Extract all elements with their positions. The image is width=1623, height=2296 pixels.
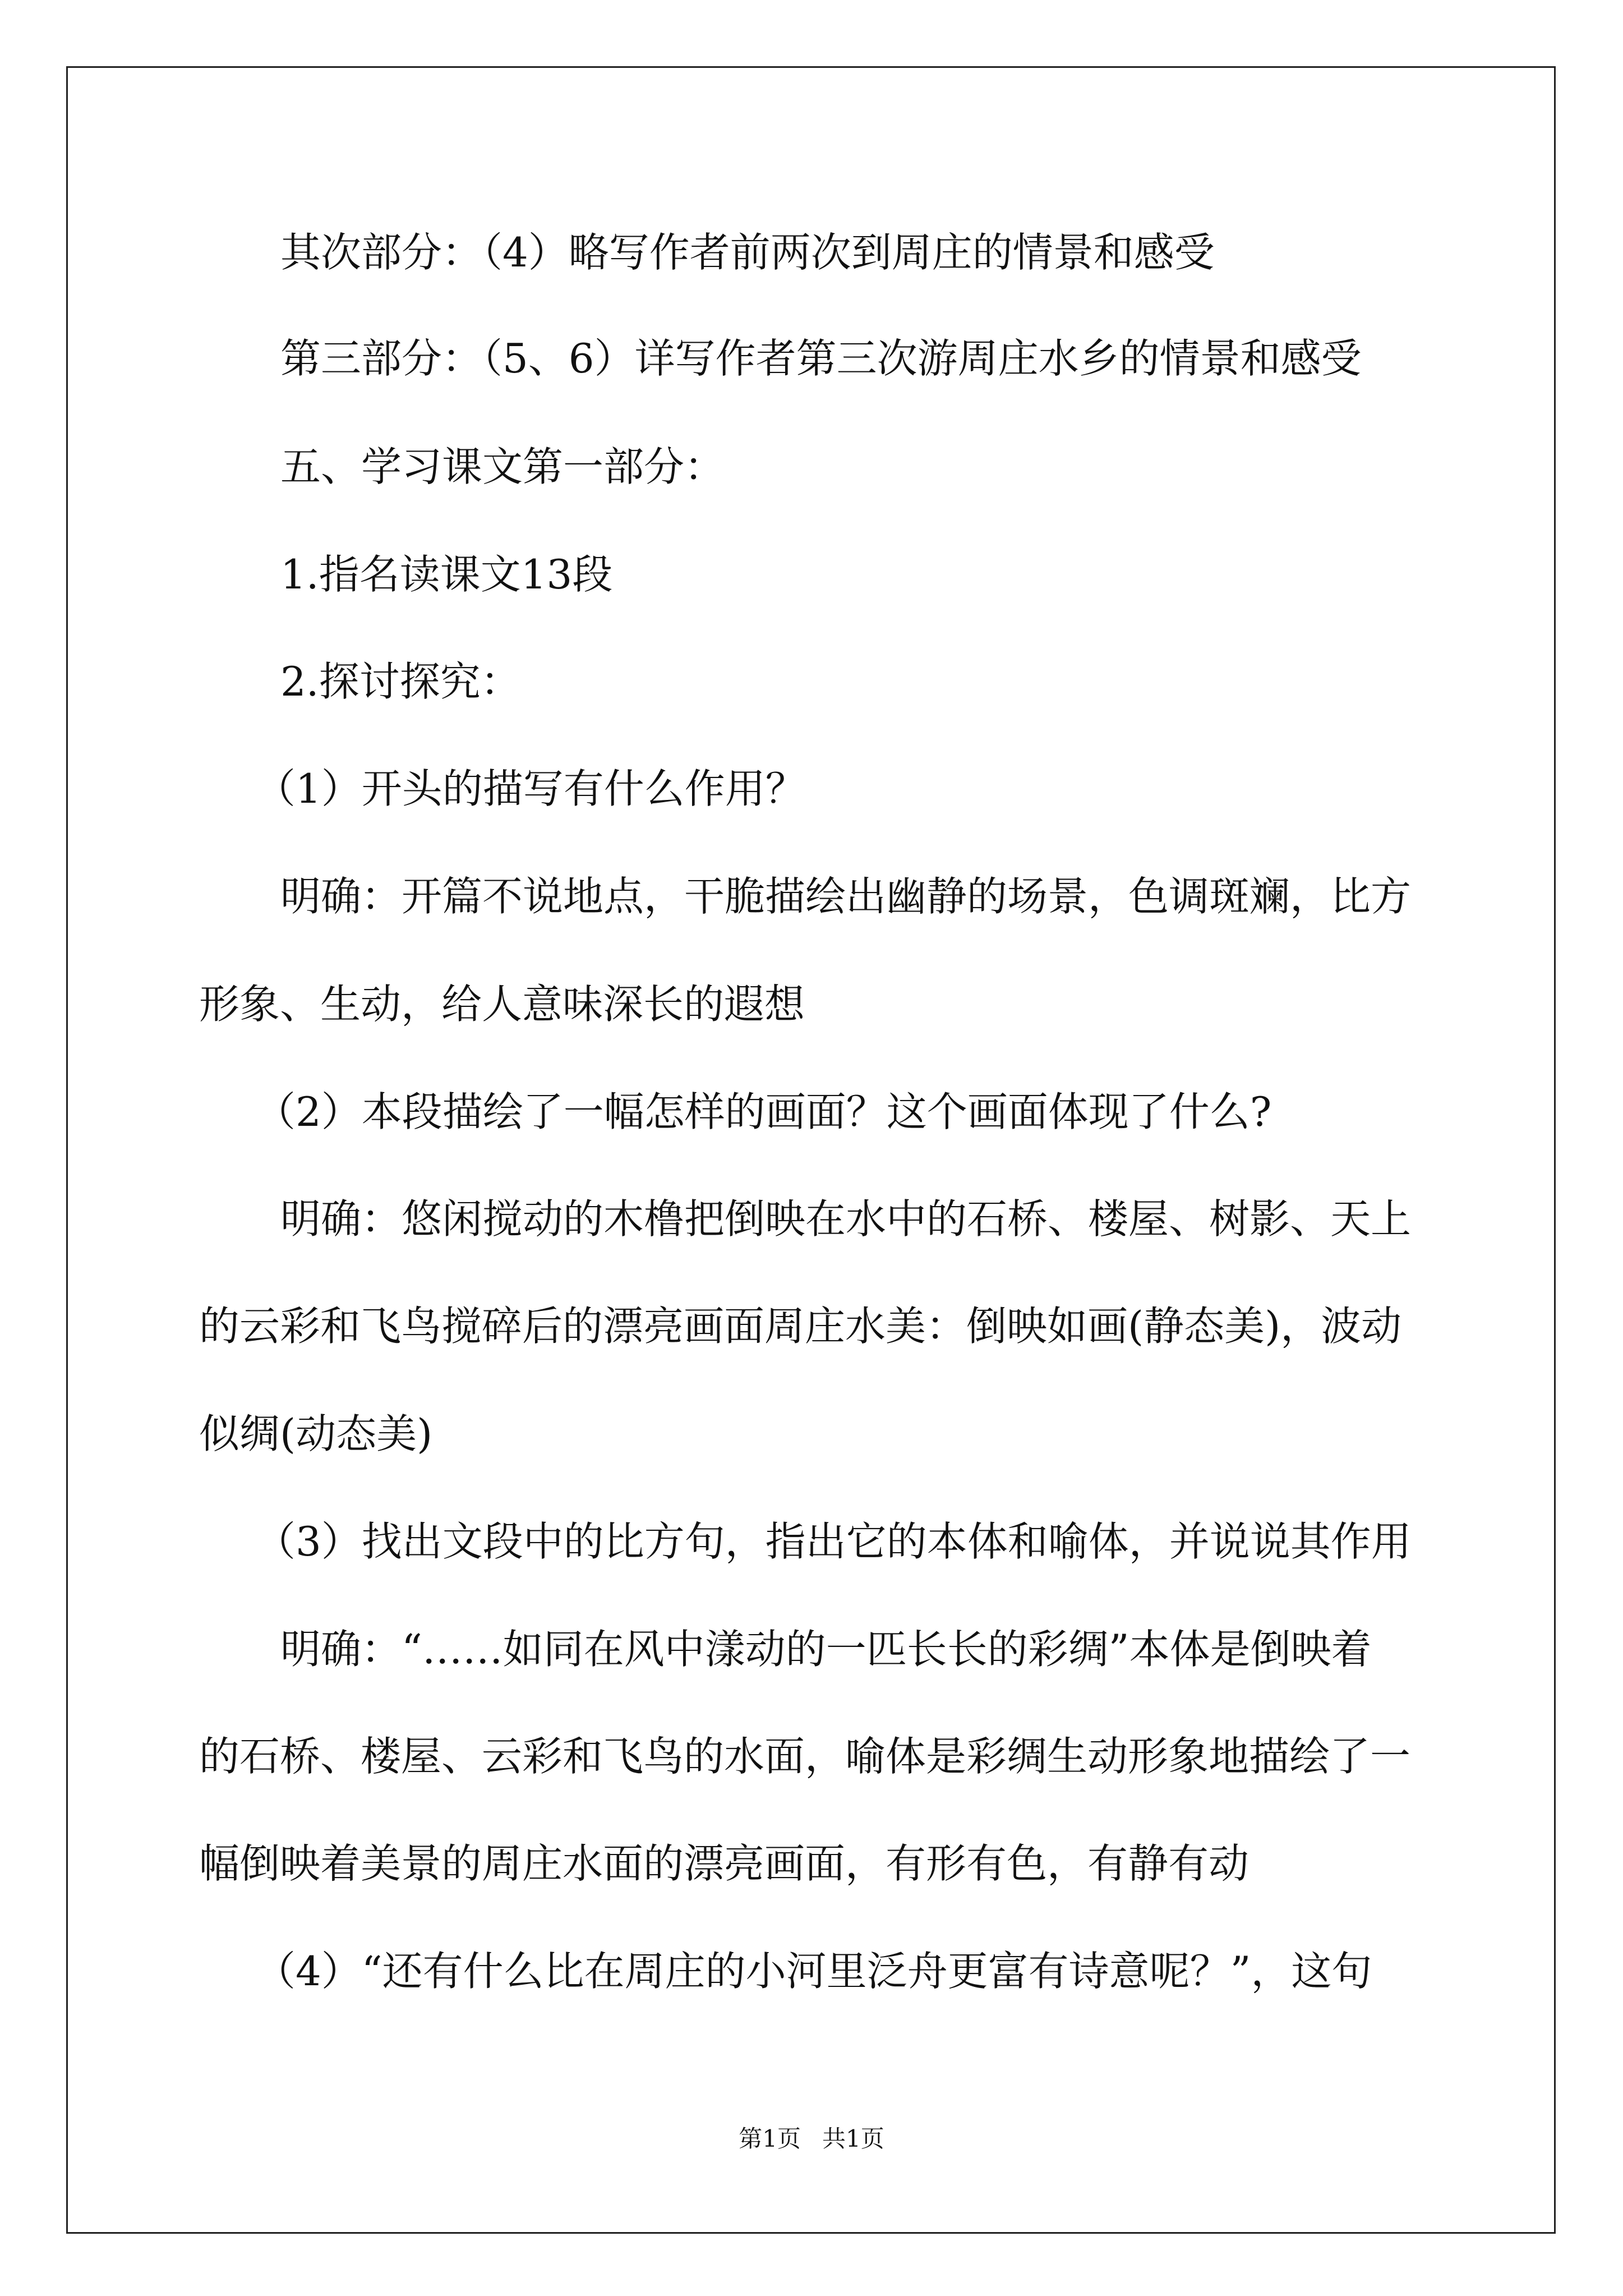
page-footer <box>0 2127 1623 2151</box>
text-line-14: 明确：“……如同在风中漾动的一匹长长的彩绸”本体是倒映着 <box>280 1626 1372 1673</box>
text-line-8: 形象、生动，给人意味深长的遐想 <box>199 981 805 1028</box>
text-line-15: 的石桥、楼屋、云彩和飞鸟的水面，喻体是彩绸生动形象地描绘了一 <box>199 1733 1411 1780</box>
text-line-5: 2.探讨探究： <box>280 658 521 705</box>
page-total: 共1页 <box>822 2125 884 2152</box>
text-line-1: 其次部分：（4）略写作者前两次到周庄的情景和感受 <box>280 229 1215 276</box>
text-line-9: （2）本段描绘了一幅怎样的画面？这个画面体现了什么? <box>255 1088 1272 1135</box>
text-line-6: （1）开头的描写有什么作用？ <box>255 765 806 812</box>
text-line-7: 明确：开篇不说地点，干脆描绘出幽静的场景，色调斑斓，比方 <box>280 873 1412 920</box>
page-number: 第1页 <box>739 2125 801 2152</box>
text-line-16: 幅倒映着美景的周庄水面的漂亮画面，有形有色，有静有动 <box>199 1840 1249 1887</box>
page-frame <box>66 66 1556 2234</box>
text-line-4: 1.指名读课文13段 <box>280 551 613 598</box>
text-line-13: （3）找出文段中的比方句，指出它的本体和喻体，并说说其作用 <box>255 1518 1412 1565</box>
text-line-2: 第三部分：（5、6）详写作者第三次游周庄水乡的情景和感受 <box>280 335 1362 382</box>
text-line-12: 似绸(动态美) <box>199 1410 433 1457</box>
text-line-10: 明确：悠闲搅动的木橹把倒映在水中的石桥、楼屋、树影、天上 <box>280 1195 1412 1243</box>
text-line-3: 五、学习课文第一部分： <box>280 443 725 490</box>
text-line-17: （4）“还有什么比在周庄的小河里泛舟更富有诗意呢？”，这句 <box>255 1948 1372 1995</box>
text-line-11: 的云彩和飞鸟搅碎后的漂亮画面周庄水美：倒映如画(静态美)，波动 <box>199 1303 1402 1350</box>
